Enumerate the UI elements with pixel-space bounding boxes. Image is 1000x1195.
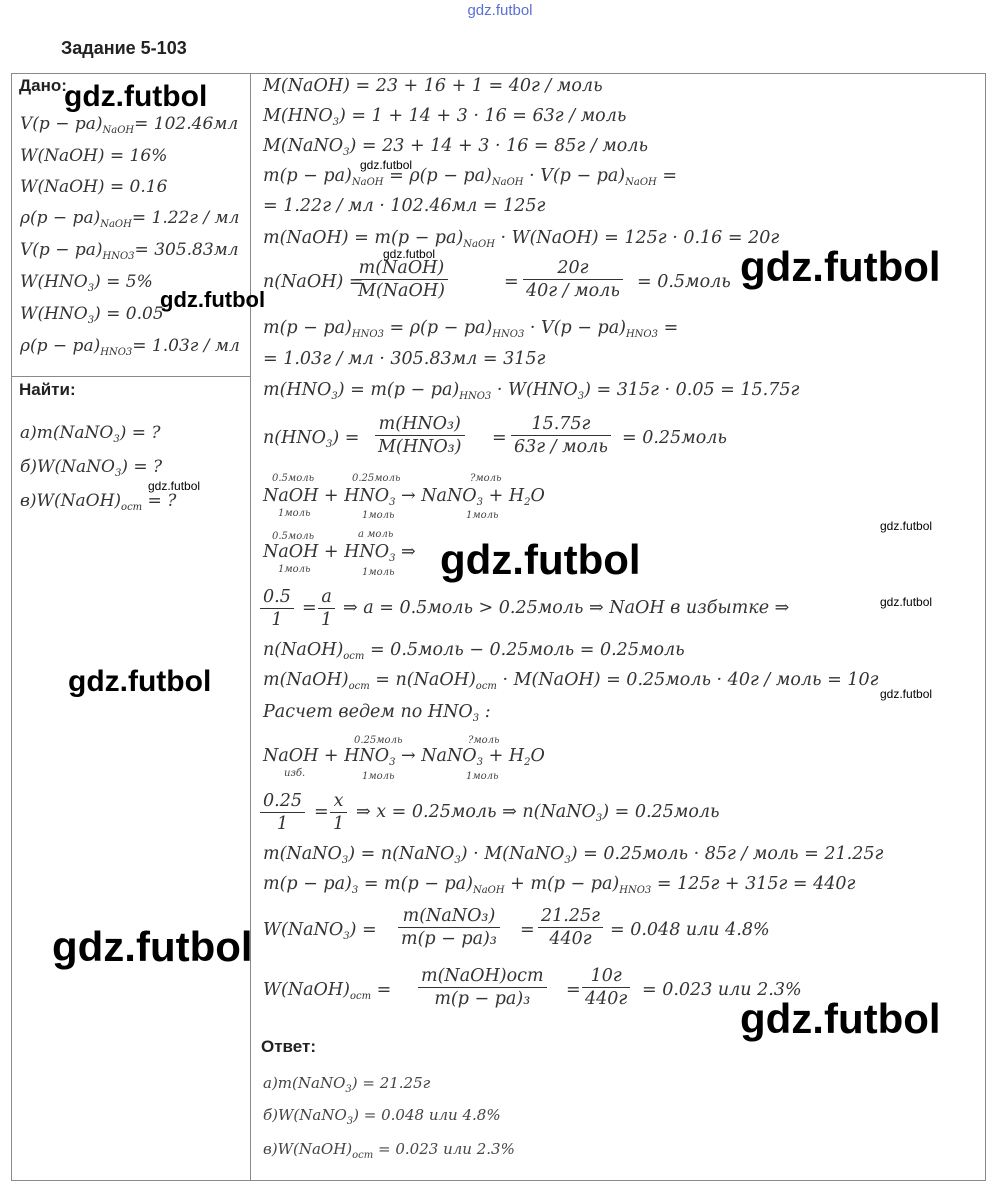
prop1-frac2: $\frac{a}{1}$: [318, 586, 335, 631]
find-line-b: б)W(NaNO$_3$) = ?: [20, 457, 163, 479]
find-header: Найти:: [19, 380, 76, 399]
watermark: gdz.futbol: [64, 80, 208, 113]
sol-mass-solution-hno3: $m(p - pa)_{HNO3} = \rho(p - pa)_{HNO3} \cdot V(p - pa)_{HNO3}$ =: [263, 318, 679, 340]
given-line-w-naoh: W(NaOH) = 0.16: [20, 177, 168, 197]
given-line-volume-naoh: $V(p - pa)_{NaOH}= 102.46мл$: [20, 114, 239, 136]
sol-mass-hno3: $m(HNO_3) = m(p - pa)_{HNO3} \cdot W(HNO_3) = 315г \cdot 0.05 = 15.75г$: [263, 380, 800, 402]
rxn3-top-hno3: 0.25моль: [354, 735, 403, 746]
rxn2-top-naoh: 0.5моль: [272, 531, 315, 542]
rxn3-equation: NaOH + $HNO_3$ → NaNO$_3$ + $H_2O$: [263, 746, 545, 768]
watermark: gdz.futbol: [52, 923, 253, 970]
sol-w-naoh-label: $W(NaOH)_{ост}$ =: [263, 980, 392, 1002]
site-header[interactable]: gdz.futbol: [467, 2, 533, 19]
sol-moles-naoh-eq: =: [504, 272, 519, 292]
sol-molar-hno3: $M(HNO_3) = 1 + 14 + 3 \cdot 16 = 63г$ / моль: [263, 106, 627, 128]
sol-mass-solution-hno3-value: = 1.03г / мл · 305.83мл = 315г: [263, 349, 546, 369]
rxn2-equation: NaOH + $HNO_3$ ⇒: [263, 542, 416, 564]
sol-calc-by-hno3: Расчет ведем по $HNO_3$ :: [263, 702, 491, 724]
sol-w-nano3-label: W(NaNO$_3$) =: [263, 920, 377, 942]
sol-w-nano3-eq: =: [520, 920, 535, 940]
watermark: gdz.futbol: [383, 247, 436, 261]
sol-w-naoh-eq: =: [566, 980, 581, 1000]
sol-moles-hno3-frac1: m(HNO₃) M(HNO₃): [375, 413, 465, 458]
find-line-c: $в)W(NaOH)_{ост}$ = ?: [20, 491, 177, 513]
prop1-frac1: $\frac{0.5}{1}$: [260, 586, 294, 631]
rxn1-top-hno3: 0.25моль: [352, 473, 401, 484]
sol-remaining-moles-naoh: $n(NaOH)_{ост}$ = 0.5моль − 0.25моль = 0.25моль: [263, 640, 685, 662]
rxn1-top-nano3: ?моль: [470, 473, 502, 484]
prop1-eq: =: [302, 598, 317, 618]
answer-line-b: б)W(NaNO$_3$) = 0.048 или 4.8%: [263, 1106, 501, 1127]
rxn3-bot-hno3: 1моль: [362, 771, 395, 782]
rxn1-equation: NaOH + $HNO_3$ → NaNO$_3$ + $H_2O$: [263, 486, 545, 508]
rxn2-bot-naoh: 1моль: [278, 564, 311, 575]
watermark: gdz.futbol: [740, 243, 941, 290]
given-line-volume-hno3: $V(p - pa)_{HNO3}= 305.83мл$: [20, 240, 239, 262]
sol-moles-naoh-frac2: 20г 40г / моль: [523, 257, 623, 302]
task-title: Задание 5-103: [61, 38, 187, 58]
sol-moles-naoh-value: = 0.5моль: [637, 272, 731, 292]
rxn3-bot-naoh: изб.: [284, 768, 306, 779]
sol-moles-hno3-frac2: 15.75г 63г / моль: [511, 413, 611, 458]
sol-w-nano3-frac1: m(NaNO₃) m(p − pa)₃: [398, 905, 500, 950]
rxn1-bot-nano3: 1моль: [466, 510, 499, 521]
rxn1-bot-naoh: 1моль: [278, 508, 311, 519]
sol-remaining-mass-naoh: $m(NaOH)_{ост}$ = $n(NaOH)_{ост}$ · M(NaOH) = 0.25моль · 40г / моль = 10г: [263, 670, 879, 692]
sol-moles-naoh-frac1: m(NaOH) M(NaOH): [355, 257, 448, 302]
answer-header: Ответ:: [261, 1037, 316, 1056]
given-line-density-naoh: $\rho(p - pa)_{NaOH}= 1.22г$ / мл: [20, 208, 240, 230]
prop2-frac1: $\frac{0.25}{1}$: [260, 790, 305, 835]
watermark: gdz.futbol: [740, 995, 941, 1042]
answer-line-c: $в)W(NaOH)_{ост} = 0.023$ или 2.3%: [263, 1140, 515, 1161]
sol-w-naoh-frac2: 10г 440г: [582, 965, 630, 1010]
given-line-w-naoh-percent: W(NaOH) = 16%: [20, 146, 168, 166]
rxn3-bot-nano3: 1моль: [466, 771, 499, 782]
given-line-density-hno3: $\rho(p - pa)_{HNO3}= 1.03г$ / мл: [20, 336, 240, 358]
sol-w-nano3-value: = 0.048 или 4.8%: [610, 920, 770, 940]
prop2-eq: =: [314, 802, 329, 822]
sol-molar-naoh: M(NaOH) = 23 + 16 + 1 = 40г / моль: [263, 76, 603, 96]
watermark: gdz.futbol: [68, 665, 212, 698]
given-line-w-hno3-percent: $W(HNO_3) = 5\%$: [20, 272, 153, 294]
sol-moles-hno3-value: = 0.25моль: [622, 428, 727, 448]
answer-line-a: а)m(NaNO$_3$) = 21.25г: [263, 1074, 431, 1095]
given-header: Дано:: [19, 76, 67, 95]
watermark: gdz.futbol: [160, 287, 266, 312]
watermark: gdz.futbol: [360, 158, 413, 172]
given-line-w-hno3: $W(HNO_3) = 0.05$: [20, 304, 164, 326]
rxn2-bot-hno3: 1моль: [362, 567, 395, 578]
sol-w-nano3-frac2: 21.25г 440г: [538, 905, 603, 950]
find-line-a: а)m(NaNO$_3$) = ?: [20, 423, 161, 445]
prop1-conclusion: ⇒ a = 0.5моль > 0.25моль ⇒ NaOH в избытке ⇒: [343, 598, 790, 618]
sol-mass-total-solution: $m(p - pa)_3 = m(p - pa)_{NaOH} + m(p - pa)_{HNO3} = 125г + 315г = 440г$: [263, 874, 856, 896]
sol-molar-nano3: M(NaNO$_3$) = 23 + 14 + 3 · 16 = 85г / моль: [263, 136, 648, 158]
rxn1-top-naoh: 0.5моль: [272, 473, 315, 484]
sol-mass-nano3: m(NaNO$_3$) = n(NaNO$_3$) · M(NaNO$_3$) = 0.25моль · 85г / моль = 21.25г: [263, 844, 884, 866]
prop2-frac2: $\frac{x}{1}$: [330, 790, 347, 835]
sol-mass-solution-naoh-value: = 1.22г / мл · 102.46мл = 125г: [263, 196, 546, 216]
rxn1-bot-hno3: 1моль: [362, 510, 395, 521]
sol-mass-naoh: m(NaOH) = $m(p - pa)_{NaOH}$ · W(NaOH) = 125г · 0.16 = 20г: [263, 228, 780, 250]
watermark: gdz.futbol: [880, 595, 933, 609]
rxn3-top-nano3: ?моль: [468, 735, 500, 746]
column-divider: [250, 73, 251, 1181]
sol-w-naoh-frac1: m(NaOH)ост m(p − pa)₃: [418, 965, 547, 1010]
sol-moles-naoh-label: n(NaOH) =: [263, 272, 364, 292]
watermark: gdz.futbol: [880, 519, 933, 533]
given-find-divider: [11, 376, 250, 377]
prop2-conclusion: ⇒ x = 0.25моль ⇒ n(NaNO$_3$) = 0.25моль: [356, 802, 720, 824]
sol-mass-solution-naoh: $m(p - pa)_{NaOH} = \rho(p - pa)_{NaOH} \cdot V(p - pa)_{NaOH}$ =: [263, 166, 678, 188]
sol-moles-hno3-eq: =: [492, 428, 507, 448]
watermark: gdz.futbol: [148, 479, 201, 493]
sol-moles-hno3-label: $n(HNO_3)$ =: [263, 428, 360, 450]
rxn2-top-hno3: a моль: [358, 529, 394, 540]
sol-w-naoh-value: = 0.023 или 2.3%: [642, 980, 802, 1000]
watermark: gdz.futbol: [440, 536, 641, 583]
watermark: gdz.futbol: [880, 687, 933, 701]
